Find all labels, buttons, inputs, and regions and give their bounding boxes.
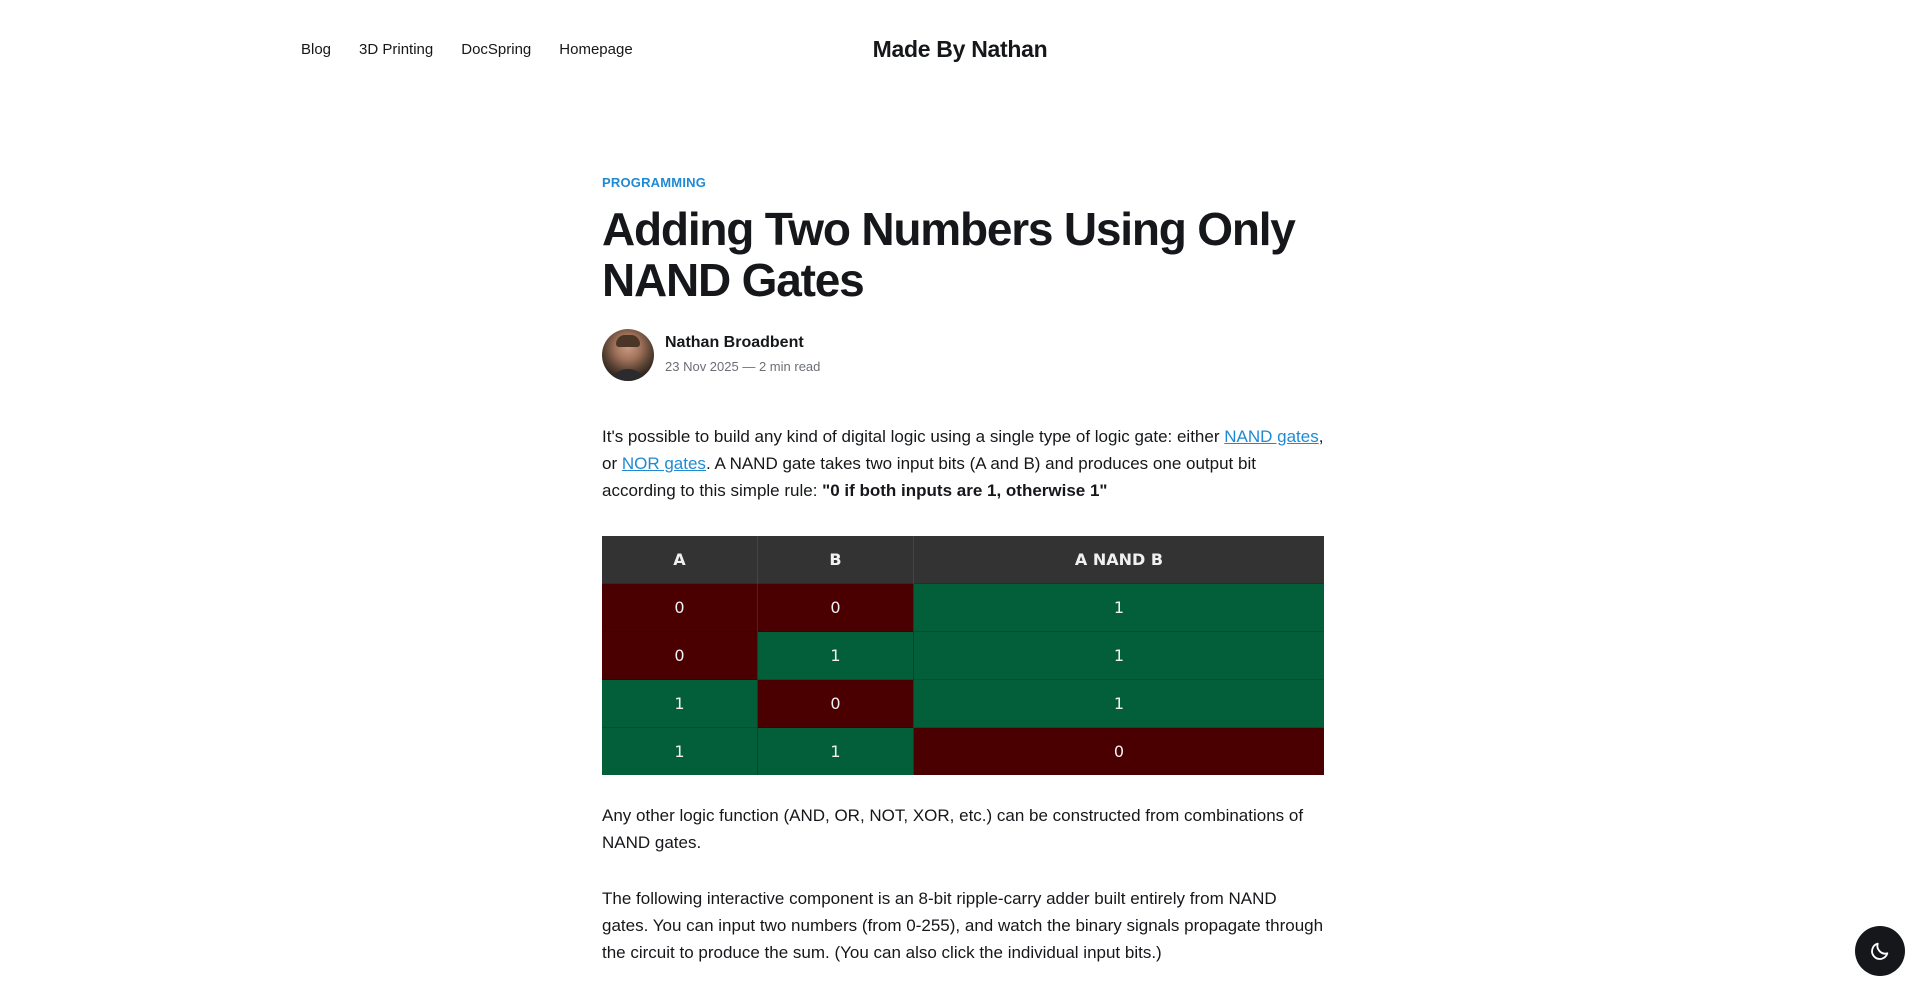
nav-link-3d-printing[interactable]: 3D Printing — [359, 41, 434, 58]
intro-text-3: . A NAND gate takes two input bits (A and B) and produces one output bit according to this simple rule: — [602, 454, 1256, 500]
intro-text-1: It's possible to build any kind of digital logic using a single type of logic gate: either — [602, 427, 1225, 446]
cell-b: 0 — [758, 584, 914, 632]
nand-truth-table — [602, 536, 1324, 775]
header-a: A — [602, 536, 758, 584]
adder-description-paragraph: The following interactive component is an 8-bit ripple-carry adder built entirely from NAND gates. You can input two numbers (from 0-255), and watch the binary signals propagate through the circuit to produce the sum. (You can also click the individual input bits.) — [602, 889, 1324, 962]
logic-functions-paragraph: Any other logic function (AND, OR, NOT, XOR, etc.) can be constructed from combinations of NAND gates. — [602, 806, 1304, 852]
site-title[interactable]: Made By Nathan — [872, 36, 1048, 62]
post-date: 23 Nov 2025 — [665, 359, 739, 374]
nav-link-docspring[interactable]: DocSpring — [461, 41, 532, 58]
table-row — [602, 584, 1324, 632]
cell-b: 0 — [758, 680, 914, 728]
post-meta: 23 Nov 2025 — 2 min read — [665, 359, 821, 374]
cell-a: 0 — [602, 632, 758, 680]
cell-b: 1 — [758, 632, 914, 680]
cell-a: 1 — [602, 680, 758, 728]
intro-paragraph — [602, 423, 1324, 504]
cell-output: 1 — [914, 680, 1325, 728]
byline — [602, 329, 820, 381]
nav-link-blog[interactable]: Blog — [301, 41, 332, 58]
cell-output: 1 — [914, 584, 1325, 632]
nav-link-homepage[interactable]: Homepage — [559, 41, 633, 58]
site-header — [0, 0, 1920, 100]
table-row — [602, 680, 1324, 728]
theme-toggle-button[interactable] — [1855, 926, 1905, 976]
author-avatar[interactable] — [602, 329, 654, 381]
cell-output: 1 — [914, 632, 1325, 680]
article-tag[interactable]: PROGRAMMING — [602, 175, 707, 190]
cell-a: 0 — [602, 584, 758, 632]
cell-output: 0 — [914, 728, 1325, 776]
table-row — [602, 632, 1324, 680]
nand-gates-link[interactable]: NAND gates — [1224, 427, 1319, 446]
read-time: 2 min read — [758, 359, 821, 374]
header-b: B — [758, 536, 914, 584]
cell-b: 1 — [758, 728, 914, 776]
nand-rule: "0 if both inputs are 1, otherwise 1" — [822, 481, 1108, 500]
author-name[interactable]: Nathan Broadbent — [665, 334, 804, 351]
table-header-row — [602, 536, 1324, 584]
cell-a: 1 — [602, 728, 758, 776]
moon-icon — [1869, 940, 1891, 962]
header-a-nand-b: A NAND B — [914, 536, 1325, 584]
table-row — [602, 728, 1324, 776]
article-title: Adding Two Numbers Using Only NAND Gates — [602, 203, 1295, 306]
intro-text-2: , or — [602, 427, 1324, 473]
nor-gates-link[interactable]: NOR gates — [621, 454, 706, 473]
